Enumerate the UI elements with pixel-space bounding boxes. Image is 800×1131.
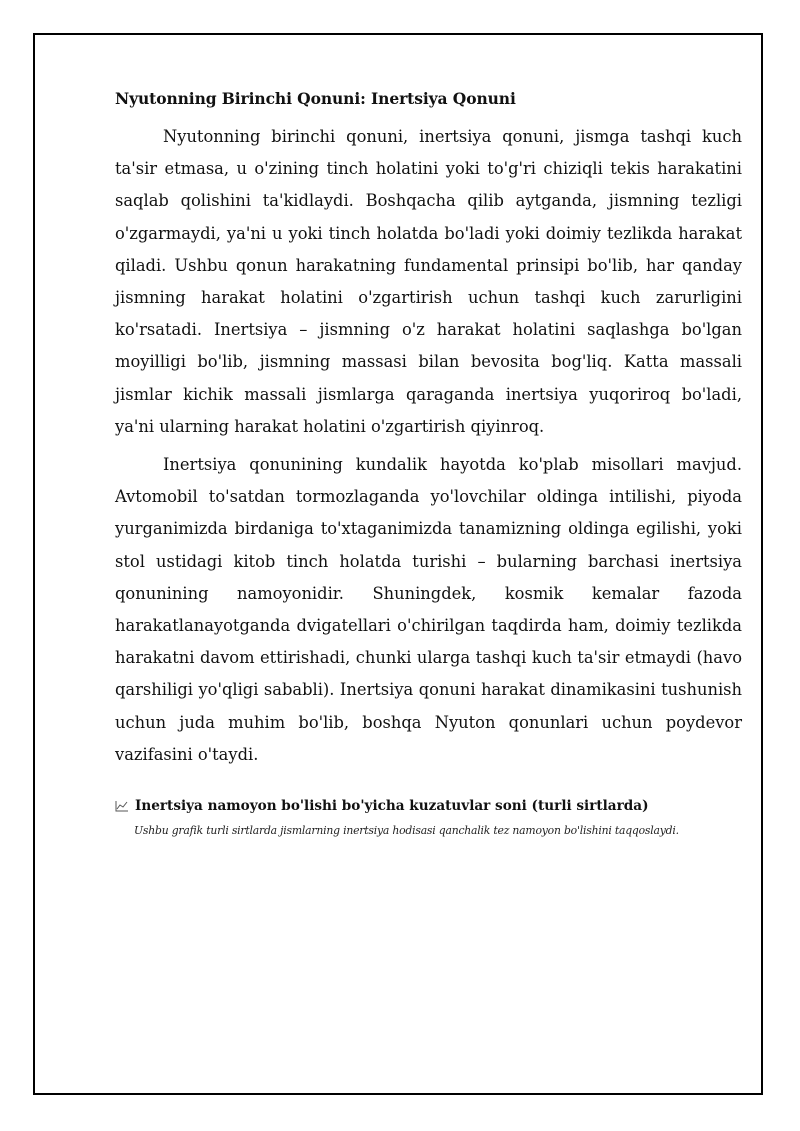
paragraph-2: Inertsiya qonunining kundalik hayotda ko'plab misollari mavjud. Avtomobil to'satdan tormozlaganda yo'lovchilar oldinga intilishi, piyoda yurganimizda birdaniga to'xtaganimizda tanamizning oldinga egilishi, yoki stol ustidagi kitob tinch holatda turishi – bularning barchasi inertsiya qonunining namoyonidir. Shuningdek, kosmik kemalar fazoda harakatlanayotganda dvigatellari o'chirilgan taqdirda ham, doimiy tezlikda harakatni davom ettirishadi, chunki ularga tashqi kuch ta'sir etmaydi (havo qarshiligi yo'qligi sababli). Inertsiya qonuni harakat dinamikasini tushunish uchun juda muhim bo'lib, boshqa Nyuton qonunlari uchun poydevor vazifasini o'taydi. xyxy=(115,455,742,764)
document-body xyxy=(115,88,742,839)
paragraph-1: Nyutonning birinchi qonuni, inertsiya qonuni, jismga tashqi kuch ta'sir etmasa, u o'zining tinch holatini yoki to'g'ri chiziqli tekis harakatini saqlab qolishini ta'kidlaydi. Boshqacha qilib aytganda, jismning tezligi o'zgarmaydi, ya'ni u yoki tinch holatda bo'ladi yoki doimiy tezlikda harakat qiladi. Ushbu qonun harakatning fundamental prinsipi bo'lib, har qanday jismning harakat holatini o'zgartirish uchun tashqi kuch zarurligini ko'rsatadi. Inertsiya – jismning o'z harakat holatini saqlashga bo'lgan moyilligi bo'lib, jismning massasi bilan bevosita bog'liq. Katta massali jismlar kichik massali jismlarga qaraganda inertsiya yuqoriroq bo'ladi, ya'ni ularning harakat holatini o'zgartirish qiyinroq. xyxy=(115,127,742,436)
chart-subtitle: Ushbu grafik turli sirtlarda jismlarning inertsiya hodisasi qanchalik tez namoyon bo'lishini taqqoslaydi. xyxy=(134,824,679,838)
chart-title: Inertsiya namoyon bo'lishi bo'yicha kuzatuvlar soni (turli sirtlarda) xyxy=(135,798,649,815)
page-title: Nyutonning Birinchi Qonuni: Inertsiya Qonuni xyxy=(115,89,516,108)
chart-line-icon xyxy=(115,800,129,812)
chart-title-row xyxy=(115,797,742,815)
chart-caption-block xyxy=(115,797,742,839)
